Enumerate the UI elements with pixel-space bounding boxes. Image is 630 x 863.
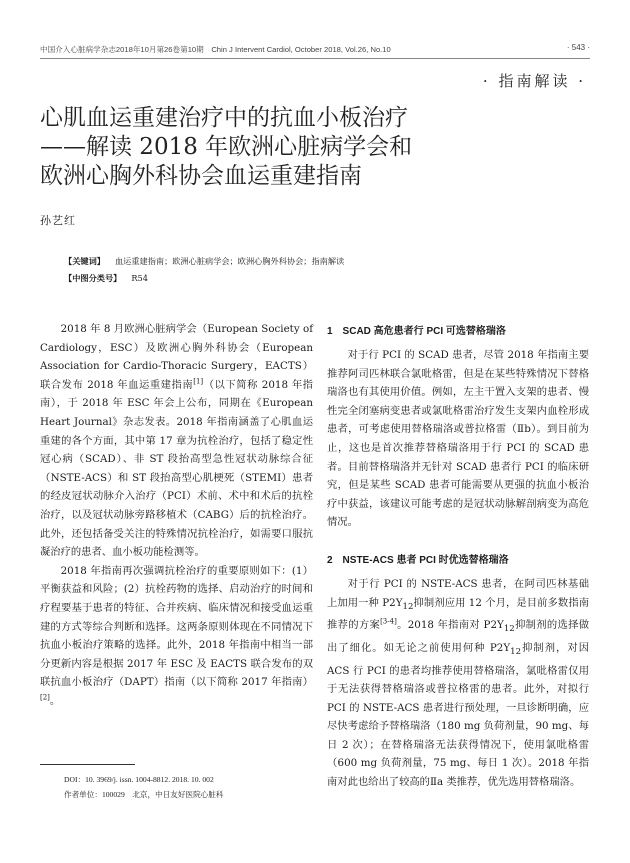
keywords [64,253,584,270]
author-affiliation: 作者单位：100029 北京，中日友好医院心脏科 [64,790,224,799]
footnote-rule [40,764,135,765]
title-line-3: 欧洲心胸外科协会血运重建指南 [40,163,362,189]
section-1-paragraph: 对于行 PCI 的 SCAD 患者，尽管 2018 年指南主要推荐阿司匹林联合氯吡格雷，但是在某些特殊情况下替格瑞洛也有其使用价值。例如，左主干置入支架的患者、慢性完全闭塞病变患者或氯吡格雷治疗发生支架内血栓形成患者，可考虑使用替格瑞洛或普拉格雷（Ⅱb）。到目前为止，这也是首次推荐替格瑞洛用于行 PCI 的 SCAD 患者。目前替格瑞洛并无针对 SCAD 患者行 PCI 的临床研究，但是某些 SCAD 患者可能需要从更强的抗血小板治疗中获益，该建议可能考虑的是冠状动脉解剖病变为高危情况。 [327,349,589,529]
header-rule [40,58,590,59]
clc-label: 【中图分类号】 [64,274,122,283]
running-header: 中国介入心脏病学杂志2018年10月第26卷第10期 Chin J Intervent Cardiol, October 2018, Vol.26, No.10 [40,45,391,54]
left-column [40,320,313,710]
doi[interactable]: DOI：10. 3969/j. issn. 1004-8812. 2018. 10. 002 [64,775,214,784]
section-2-paragraph: 对于行 PCI 的 NSTE-ACS 患者，在阿司匹林基础上加用一种 $P2Y_{12}$抑制剂应用 12 个月，是目前多数指南推荐的方案[3-4]。2018 年指南对 $P2Y_{12}$抑制剂的选择做出了细化。如无论之前使用何种 $P2Y_{12}$抑制剂，对因 ACS 行 PCI 的患者均推荐使用替格瑞洛，氯吡格雷仅用于无法获得替格瑞洛或普拉格雷的患者。此外，对拟行 PCI 的 NSTE-ACS 患者进行预处理，一旦诊断明确，应尽快考虑给予替格瑞洛（180 mg 负荷剂量，90 mg、每日 2 次）；在替格瑞洛无法获得情况下，使用氯吡格雷（600 mg 负荷剂量，75 mg、每日 1 次）。2018 年指南对此也给出了较高的Ⅱa 类推荐，优先选用替格瑞洛。 [327,578,590,789]
section-2-heading: 2 NSTE-ACS 患者 PCI 时优选替格瑞洛 [327,555,509,566]
clc-number [64,270,584,287]
keywords-text: 血运重建指南；欧洲心脏病学会；欧洲心胸外科协会；指南解读 [114,256,345,266]
intro-paragraph: 2018 年 8 月欧洲心脏病学会（European Society of Cardiology，ESC）及欧洲心胸外科协会（European Association for Cardio-Thoracic Surgery，EACTS）联合发布 2018 年血运重建指南[1]（以下简称 2018 年指南），于 2018 年 ESC 年会上公布，同期在《European Heart Journal》杂志发表。2018 年指南涵盖了心肌血运重建的各个方面，其中第 17 章为抗栓治疗，包括了稳定性冠心病（SCAD）、非 ST 段抬高型急性冠状动脉综合征（NSTE-ACS）和 ST 段抬高型心肌梗死（STEMI）患者的经皮冠状动脉介入治疗（PCI）术前、术中和术后的抗栓治疗，以及冠状动脉旁路移植术（CABG）后的抗栓治疗。此外，还包括备受关注的特殊情况抗栓治疗，如需要口服抗凝治疗的患者、血小板功能检测等。 [40,323,313,559]
section-tag: · 指南解读 · [482,72,586,90]
principles-paragraph: 2018 年指南再次强调抗栓治疗的重要原则如下：(1）平衡获益和风险；(2）抗栓药物的选择、启动治疗的时间和疗程要基于患者的特征、合并疾病、临床情况和接受血运重建的方式等综合判断和选择。这两条原则体现在不同情况下抗血小板治疗策略的选择。此外，2018 年指南中相当一部分更新内容是根据 2017 年 ESC 及 EACTS 联合发布的双联抗血小板治疗（DAPT）指南（以下简称 2017 年指南）[2]。 [40,564,313,707]
section-2-body [327,575,589,792]
keywords-label: 【关键词】 [64,257,105,266]
citation-3-4[interactable]: [3-4] [380,617,397,626]
title-line-2: ——解读 2018 年欧洲心脏病学会和 [40,134,413,160]
page-number: · 543 · [566,43,590,52]
section-1-heading: 1 SCAD 高危患者行 PCI 可选替格瑞洛 [327,326,506,337]
keywords-block [64,253,584,287]
clc-text: R54 [131,273,148,283]
author: 孙艺红 [40,214,76,227]
section-1-body [327,346,589,532]
citation-2[interactable]: [2] [40,693,50,702]
title-line-1: 心肌血运重建治疗中的抗血小板治疗 [40,105,408,131]
citation-1[interactable]: [1] [193,377,204,386]
article-title [40,104,500,191]
